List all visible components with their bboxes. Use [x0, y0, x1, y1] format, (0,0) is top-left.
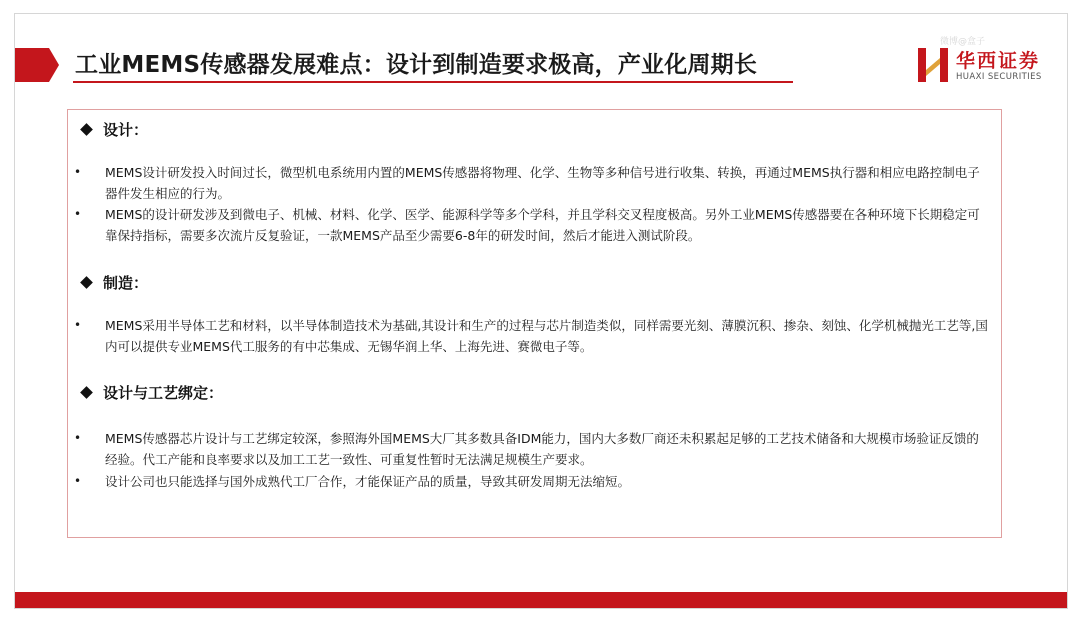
slide — [14, 13, 1068, 609]
diamond-bullet-icon — [80, 276, 93, 289]
page-title: 工业MEMS传感器发展难点：设计到制造要求极高，产业化周期长 — [75, 52, 758, 78]
watermark-text: 微博@盒子 — [940, 37, 986, 47]
bullet-dot-icon: • — [74, 474, 82, 488]
huaxi-logo-icon — [918, 48, 948, 82]
footer-bar — [15, 592, 1067, 608]
bullet-dot-icon: • — [74, 318, 82, 332]
logo-name-en: HUAXI SECURITIES — [956, 72, 1042, 82]
logo-name-cn: 华西证券 — [956, 50, 1041, 72]
bullet-dot-icon: • — [74, 165, 82, 179]
diamond-bullet-icon — [80, 386, 93, 399]
bullet-dot-icon: • — [74, 431, 82, 445]
section-heading-design: 设计： — [78, 119, 148, 140]
section-heading-design-process: 设计与工艺绑定： — [78, 382, 223, 403]
bullet-dot-icon: • — [74, 207, 82, 221]
list-item: • MEMS采用半导体工艺和材料，以半导体制造技术为基础,其设计和生产的过程与芯片制造类似，同样需要光刻、薄膜沉积、掺杂、刻蚀、化学机械抛光工艺等,国内可以提供专业MEMS代工服务的有中芯集成、无锡华润上华、上海先进、赛微电子等。 — [74, 315, 989, 357]
list-item: • MEMS的设计研发涉及到微电子、机械、材料、化学、医学、能源科学等多个学科，并且学科交叉程度极高。另外工业MEMS传感器要在各种环境下长期稳定可靠保持指标，需要多次流片反复验证，一款MEMS产品至少需要6-8年的研发时间，然后才能进入测试阶段。 — [74, 204, 989, 246]
company-logo — [918, 34, 1058, 94]
section-heading-manufacturing: 制造： — [78, 272, 148, 293]
list-item: • MEMS设计研发投入时间过长，微型机电系统用内置的MEMS传感器将物理、化学、生物等多种信号进行收集、转换，再通过MEMS执行器和相应电路控制电子器件发生相应的行为。 — [74, 162, 989, 204]
red-arrow-decoration — [15, 48, 59, 82]
list-item: • 设计公司也只能选择与国外成熟代工厂合作，才能保证产品的质量，导致其研发周期无法缩短。 — [74, 471, 989, 492]
title-underline — [73, 81, 793, 83]
list-item: • MEMS传感器芯片设计与工艺绑定较深，参照海外国MEMS大厂其多数具备IDM能力，国内大多数厂商还未积累起足够的工艺技术储备和大规模市场验证反馈的经验。代工产能和良率要求以及加工工艺一致性、可重复性暂时无法满足规模生产要求。 — [74, 428, 989, 470]
content-box — [67, 109, 1002, 538]
diamond-bullet-icon — [80, 123, 93, 136]
